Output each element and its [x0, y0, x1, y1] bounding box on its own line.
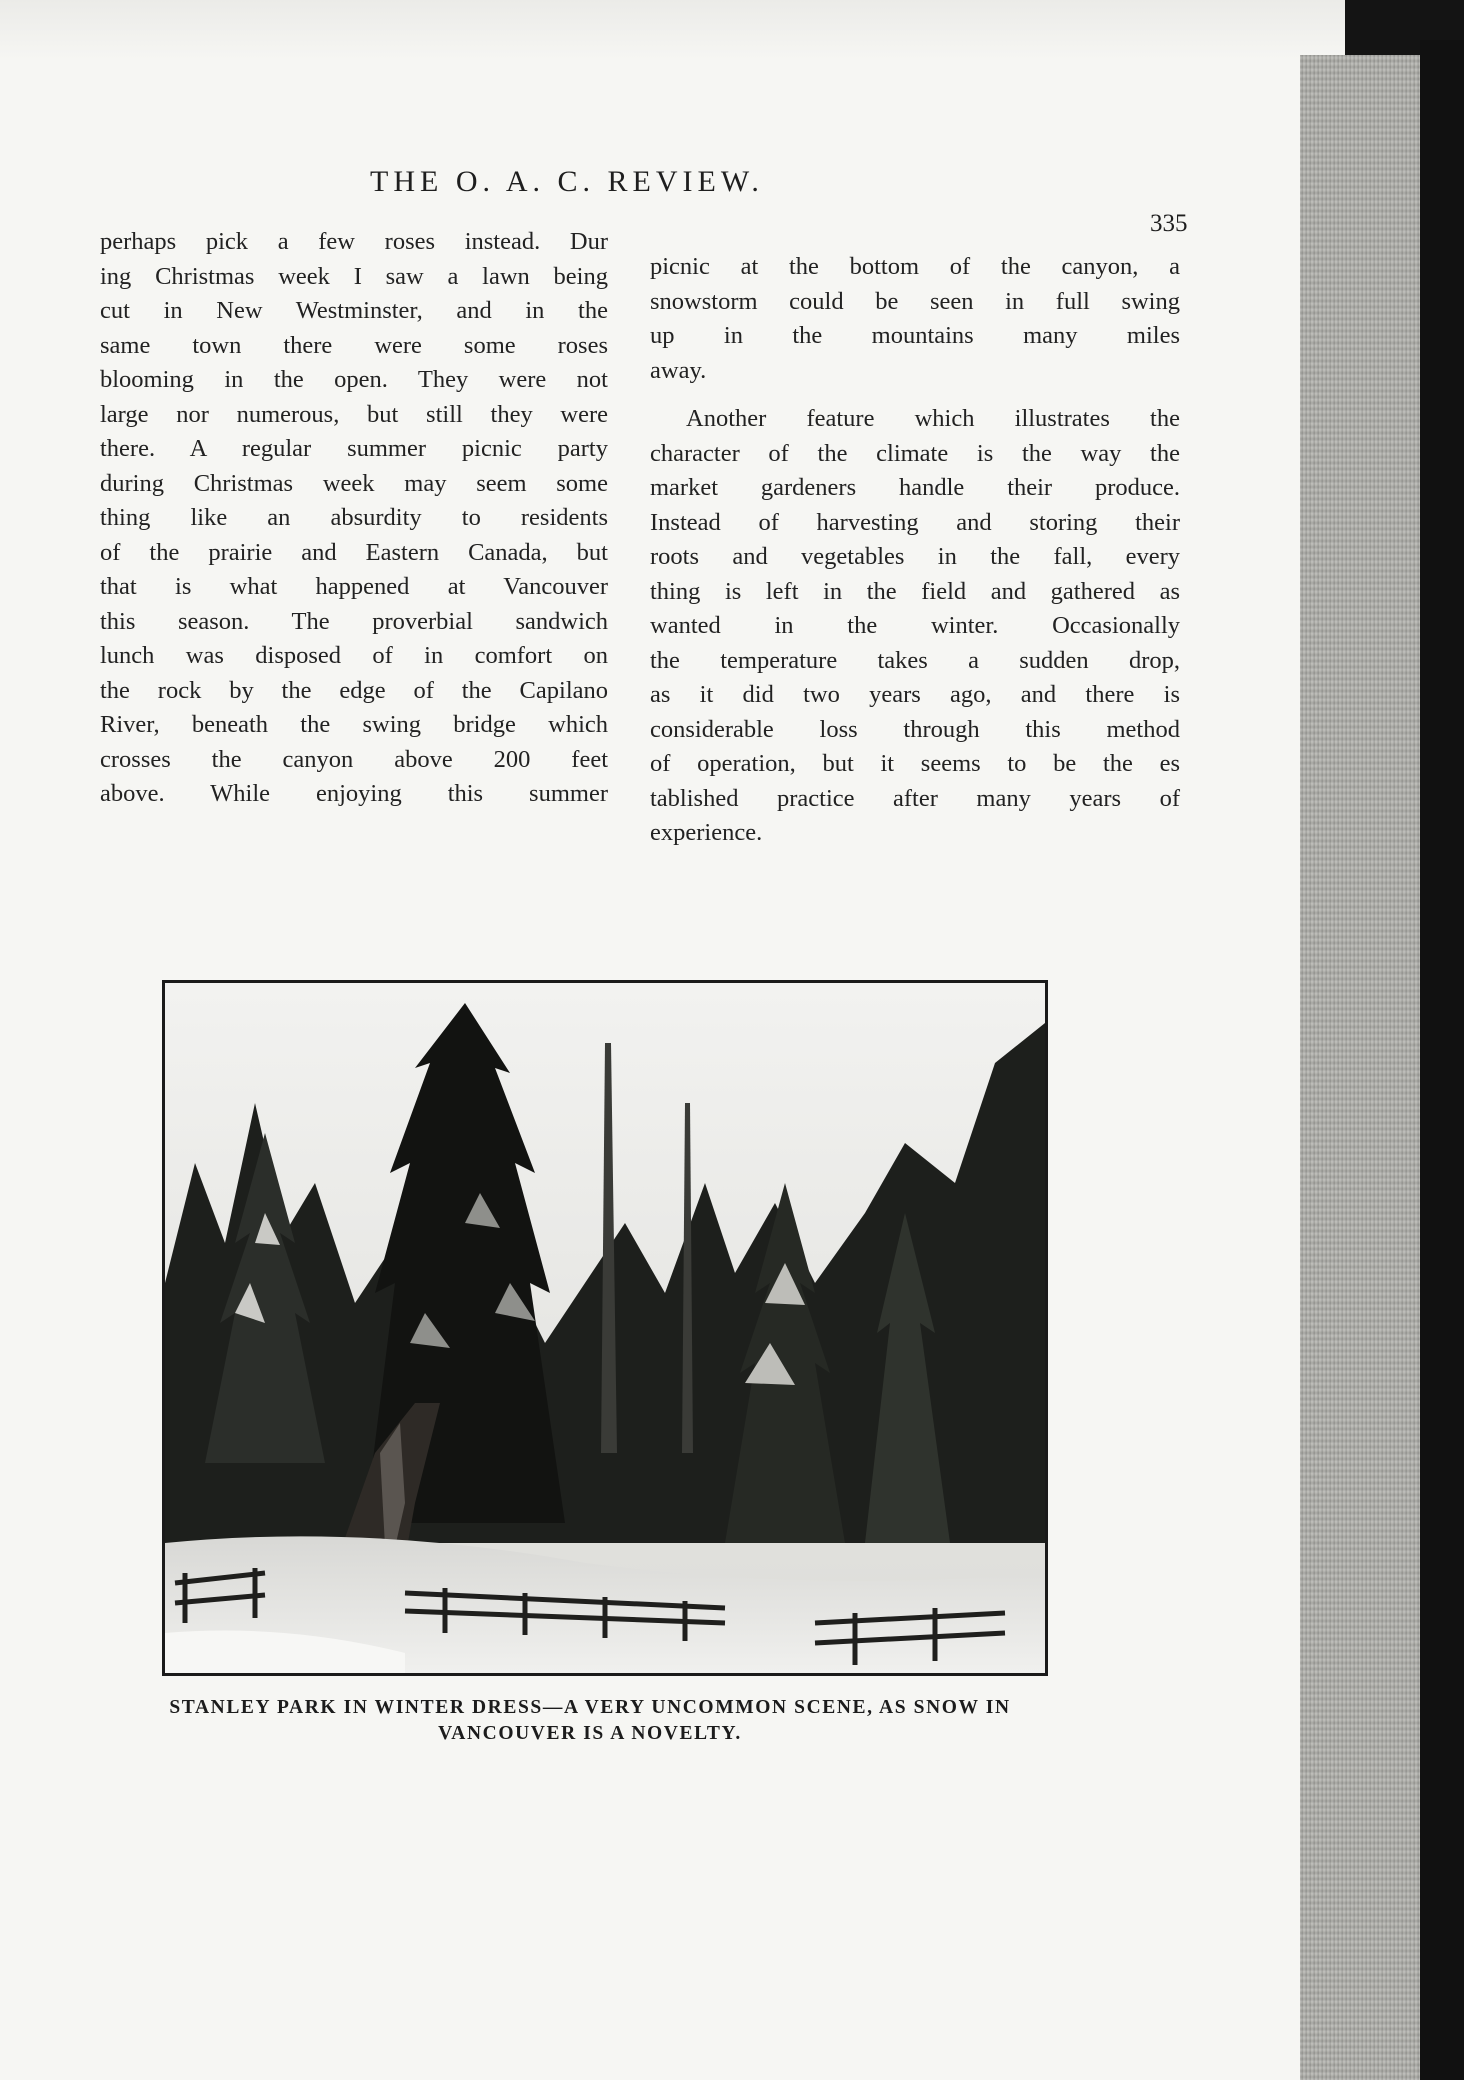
text-line: above. While enjoying this summer — [100, 780, 608, 807]
text-line: the rock by the edge of the Capilano — [100, 676, 608, 704]
text-line: perhaps pick a few roses instead. Dur — [100, 228, 608, 255]
text-line: as it did two years ago, and there is — [650, 681, 1180, 708]
text-line: experience. — [650, 819, 763, 846]
text-line: during Christmas week may seem some — [100, 469, 608, 497]
text-line: Another feature which illustrates the — [686, 405, 1180, 432]
text-line: character of the climate is the way the — [650, 439, 1180, 467]
stanley-park-photo — [162, 980, 1048, 1676]
caption-line: VANCOUVER IS A NOVELTY. — [438, 1723, 742, 1744]
text-line: of the prairie and Eastern Canada, but — [100, 538, 608, 566]
winter-forest-image — [165, 983, 1045, 1673]
text-line: thing is left in the field and gathered as — [650, 577, 1180, 605]
right-text-column — [650, 250, 1180, 851]
book-cover-edge — [1420, 40, 1464, 2080]
text-line: away. — [650, 356, 707, 384]
text-line: thing like an absurdity to residents — [100, 504, 608, 531]
figure-caption — [60, 1695, 1120, 1747]
text-line: lunch was disposed of in comfort on — [100, 642, 608, 669]
text-line: considerable loss through this method — [650, 715, 1180, 743]
text-line: roots and vegetables in the fall, every — [650, 543, 1180, 570]
text-line: picnic at the bottom of the canyon, a — [650, 253, 1180, 280]
text-line: tablished practice after many years of — [650, 784, 1180, 812]
text-line: large nor numerous, but still they were — [100, 400, 608, 428]
text-line: up in the mountains many miles — [650, 322, 1180, 349]
text-line: cut in New Westminster, and in the — [100, 297, 608, 324]
paragraph-gap — [650, 388, 1180, 402]
text-line: ing Christmas week I saw a lawn being — [100, 262, 608, 290]
text-line: blooming in the open. They were not — [100, 366, 608, 393]
text-line: wanted in the winter. Occasionally — [650, 612, 1180, 639]
text-line: same town there were some roses — [100, 331, 608, 359]
text-line: snowstorm could be seen in full swing — [650, 287, 1180, 315]
caption-line: STANLEY PARK IN WINTER DRESS—A VERY UNCOMMON SCENE, AS SNOW IN — [169, 1697, 1011, 1718]
text-line: this season. The proverbial sandwich — [100, 607, 608, 635]
text-line: of operation, but it seems to be the es — [650, 750, 1180, 777]
page-number: 335 — [1150, 210, 1188, 237]
text-line: Instead of harvesting and storing their — [650, 508, 1180, 536]
text-line: crosses the canyon above 200 feet — [100, 745, 608, 773]
text-line: market gardeners handle their produce. — [650, 474, 1180, 501]
text-line: that is what happened at Vancouver — [100, 573, 608, 600]
left-text-column — [100, 225, 608, 812]
text-line: there. A regular summer picnic party — [100, 435, 608, 462]
text-line: River, beneath the swing bridge which — [100, 711, 608, 738]
page-edge-stack — [1300, 55, 1435, 2080]
page-top-shading — [0, 0, 1345, 60]
running-title: THE O. A. C. REVIEW. — [370, 165, 764, 198]
text-line: the temperature takes a sudden drop, — [650, 646, 1180, 674]
